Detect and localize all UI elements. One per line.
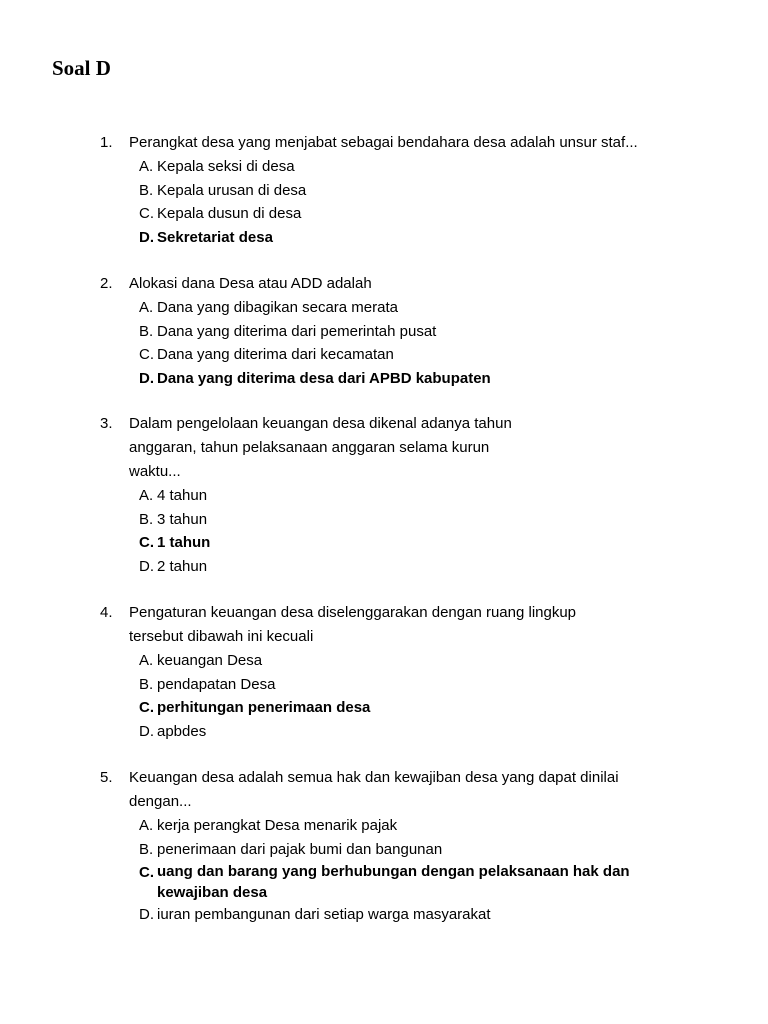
option-d <box>139 555 700 579</box>
page-title: Soal D <box>52 56 111 80</box>
option-a <box>139 814 700 838</box>
option-letter: C. <box>139 346 154 363</box>
option-a <box>139 649 700 673</box>
option-text: 4 tahun <box>157 487 208 504</box>
question-stem-continued <box>100 436 700 460</box>
question-text-line: Pengaturan keuangan desa diselenggarakan dengan ruang lingkup <box>129 604 577 621</box>
option-c-correct-answer <box>139 531 700 555</box>
option-text: Dana yang dibagikan secara merata <box>157 299 398 316</box>
option-letter: D. <box>139 722 154 740</box>
option-letter: B. <box>139 322 154 340</box>
option-c-correct-answer <box>139 696 700 720</box>
option-letter: B. <box>139 675 154 693</box>
option-b <box>139 320 700 344</box>
question-text-line: Perangkat desa yang menjabat sebagai bendahara desa adalah unsur staf... <box>129 134 638 151</box>
question-stem <box>100 131 700 155</box>
option-text: Dana yang diterima desa dari APBD kabupaten <box>157 369 491 387</box>
option-text: 3 tahun <box>157 510 208 528</box>
option-c <box>139 202 700 226</box>
option-text: Kepala urusan di desa <box>157 181 307 199</box>
question-text-line: anggaran, tahun pelaksanaan anggaran selama kurun <box>129 439 490 456</box>
option-list <box>139 155 700 249</box>
option-c <box>139 343 700 367</box>
question-number: 4. <box>100 604 113 621</box>
question-stem-continued <box>100 790 700 814</box>
option-letter: A. <box>139 158 154 175</box>
question-number: 1. <box>100 134 113 151</box>
option-letter: C. <box>139 699 154 716</box>
option-b <box>139 838 700 862</box>
option-text: Dana yang diterima dari kecamatan <box>157 346 394 363</box>
option-b <box>139 673 700 697</box>
question-4 <box>100 601 700 743</box>
option-letter: D. <box>139 228 154 246</box>
option-text: Kepala dusun di desa <box>157 205 302 222</box>
option-d <box>139 903 700 927</box>
question-3 <box>100 412 700 578</box>
option-list <box>139 649 700 743</box>
option-text: penerimaan dari pajak bumi dan bangunan <box>157 840 443 858</box>
option-a <box>139 484 700 508</box>
option-list <box>139 296 700 390</box>
question-text-line: tersebut dibawah ini kecuali <box>129 628 314 645</box>
question-stem <box>100 412 700 436</box>
option-text: 2 tahun <box>157 557 208 575</box>
option-list <box>139 814 700 927</box>
question-number: 3. <box>100 415 113 432</box>
option-text: kerja perangkat Desa menarik pajak <box>157 817 398 834</box>
option-list <box>139 484 700 578</box>
option-text: Sekretariat desa <box>157 228 273 246</box>
question-text-line: Alokasi dana Desa atau ADD adalah <box>129 275 372 292</box>
option-c-correct-answer <box>139 861 700 903</box>
option-text: Dana yang diterima dari pemerintah pusat <box>157 322 437 340</box>
question-stem-continued <box>100 625 700 649</box>
option-letter: D. <box>139 906 154 923</box>
question-number: 2. <box>100 275 113 292</box>
question-2 <box>100 272 700 390</box>
option-text: Kepala seksi di desa <box>157 158 295 175</box>
question-5 <box>100 766 700 927</box>
option-text: pendapatan Desa <box>157 675 276 693</box>
question-text-line: dengan... <box>129 793 192 810</box>
question-stem <box>100 601 700 625</box>
option-letter: B. <box>139 840 154 858</box>
option-b <box>139 179 700 203</box>
question-stem <box>100 272 700 296</box>
option-a <box>139 155 700 179</box>
option-text: perhitungan penerimaan desa <box>157 699 371 716</box>
option-a <box>139 296 700 320</box>
question-1 <box>100 131 700 249</box>
option-d-correct-answer <box>139 367 700 391</box>
option-text: apbdes <box>157 722 207 740</box>
option-letter: B. <box>139 181 154 199</box>
option-letter: C. <box>139 864 154 881</box>
option-letter: C. <box>139 205 154 222</box>
option-letter: D. <box>139 557 154 575</box>
option-d-correct-answer <box>139 226 700 250</box>
question-stem-continued <box>100 460 700 484</box>
question-text-line: waktu... <box>129 463 181 480</box>
question-stem <box>100 766 700 790</box>
option-b <box>139 508 700 532</box>
option-letter: A. <box>139 487 154 504</box>
option-letter: D. <box>139 369 154 387</box>
option-text: keuangan Desa <box>157 652 263 669</box>
option-text: iuran pembangunan dari setiap warga masyarakat <box>157 906 491 923</box>
option-letter: A. <box>139 817 154 834</box>
question-text-line: Dalam pengelolaan keuangan desa dikenal adanya tahun <box>129 415 512 432</box>
option-d <box>139 720 700 744</box>
option-letter: A. <box>139 652 154 669</box>
option-letter: A. <box>139 299 154 316</box>
question-number: 5. <box>100 769 113 786</box>
option-text: uang dan barang yang berhubungan dengan pelaksanaan hak dan kewajiban desa <box>157 863 630 901</box>
question-text-line: Keuangan desa adalah semua hak dan kewajiban desa yang dapat dinilai <box>129 769 619 786</box>
option-text: 1 tahun <box>157 534 211 551</box>
option-letter: C. <box>139 534 154 551</box>
option-letter: B. <box>139 510 154 528</box>
